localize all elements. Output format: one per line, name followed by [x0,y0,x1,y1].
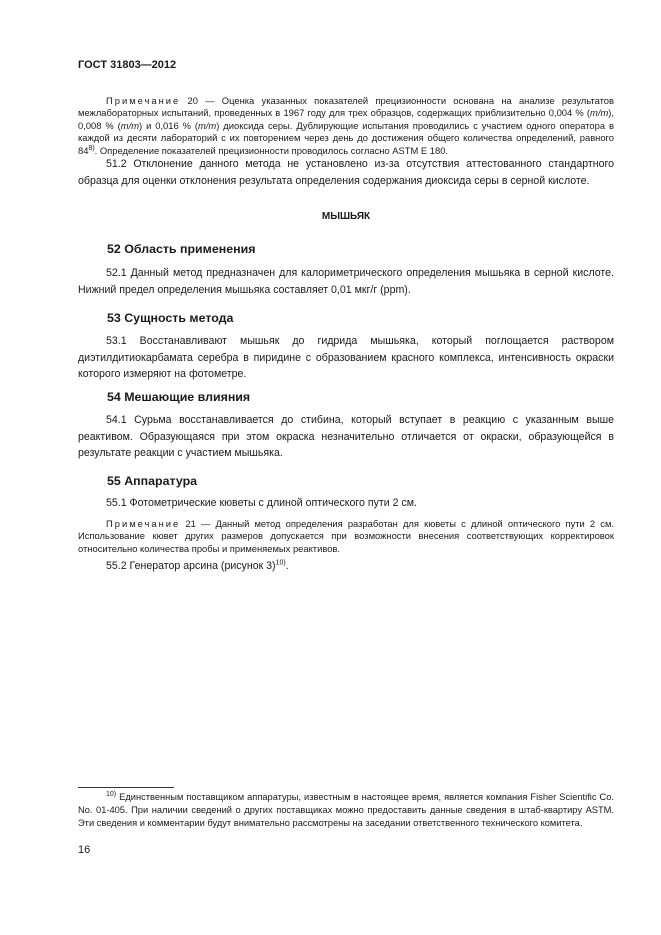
paragraph-55-2: 55.2 Генератор арсина (рисунок 3)$^{10)}$. [106,559,289,572]
page-number: 16 [78,844,91,856]
section-title-arsenic: МЫШЬЯК [321,211,371,222]
note-21: Примечание 21 — Данный метод определения разработан для кюветы с длиной оптического пути 2 см. Использование кювет других размеров допускается при возможности внесения соответствующих корректировок относительно количества пробы и применяемых реактивов. [78,518,614,554]
heading-54: 54 Мешающие влияния [107,390,251,404]
footnote-separator [78,787,174,788]
document-header: ГОСТ 31803—2012 [78,59,177,71]
heading-53: 53 Сущность метода [107,311,234,325]
paragraph-55-1: 55.1 Фотометрические кюветы с длиной оптического пути 2 см. [106,497,417,509]
note-20: Примечание 20 — Оценка указанных показателей прецизионности основана на анализе результатов межлабораторных испытаний, проведенных в 1967 году для трех образцов, содержащих приблизительно 0,004 % (m/m), 0,008 % (m/m) и 0,016 % (m/m) диоксида серы. Дублирующие испытания проводились с участием одного оператора в каждой из десяти лабораторий с их повторением через день до достижения общего количества определений, равного 84$^{8)}$. Определение показателей прецизионности проводилось согласно ASTM E 180. [78,95,614,156]
paragraph-52-1: 52.1 Данный метод предназначен для калориметрического определения мышьяка в серной кислоте. Нижний предел определения мышьяка составляет 0,01 мкг/г (ppm). [78,267,614,296]
footnote-10: $^{10)}$ Единственным поставщиком аппаратуры, известным в настоящее время, является компания Fisher Scientific Co. No. 01-405. При наличии сведений о других поставщиках можно предоставить данные сведения в штаб-квартиру ASTM. Эти сведения и комментарии будут внимательно рассмотрены на заседании ответственного технического комитета. [78,790,614,829]
heading-52: 52 Область применения [107,242,256,256]
paragraph-53-1: 53.1 Восстанавливают мышьяк до гидрида мышьяка, который поглощается раствором диэтилдитиокарбамата серебра в пиридине с образованием красного комплекса, интенсивность окраски которого измеряют на фотометре. [78,335,614,381]
paragraph-51-2: 51.2 Отклонение данного метода не установлено из-за отсутствия аттестованного стандартного образца для оценки отклонения результата определения содержания диоксида серы в серной кислоте. [78,158,614,187]
heading-55: 55 Аппаратура [107,474,198,488]
paragraph-54-1: 54.1 Сурьма восстанавливается до стибина, который вступает в реакцию с указанным выше реактивом. Образующаяся при этом окраска незначительно отличается от окраски, образующейся в результате реакции с участием мышьяка. [78,414,614,460]
